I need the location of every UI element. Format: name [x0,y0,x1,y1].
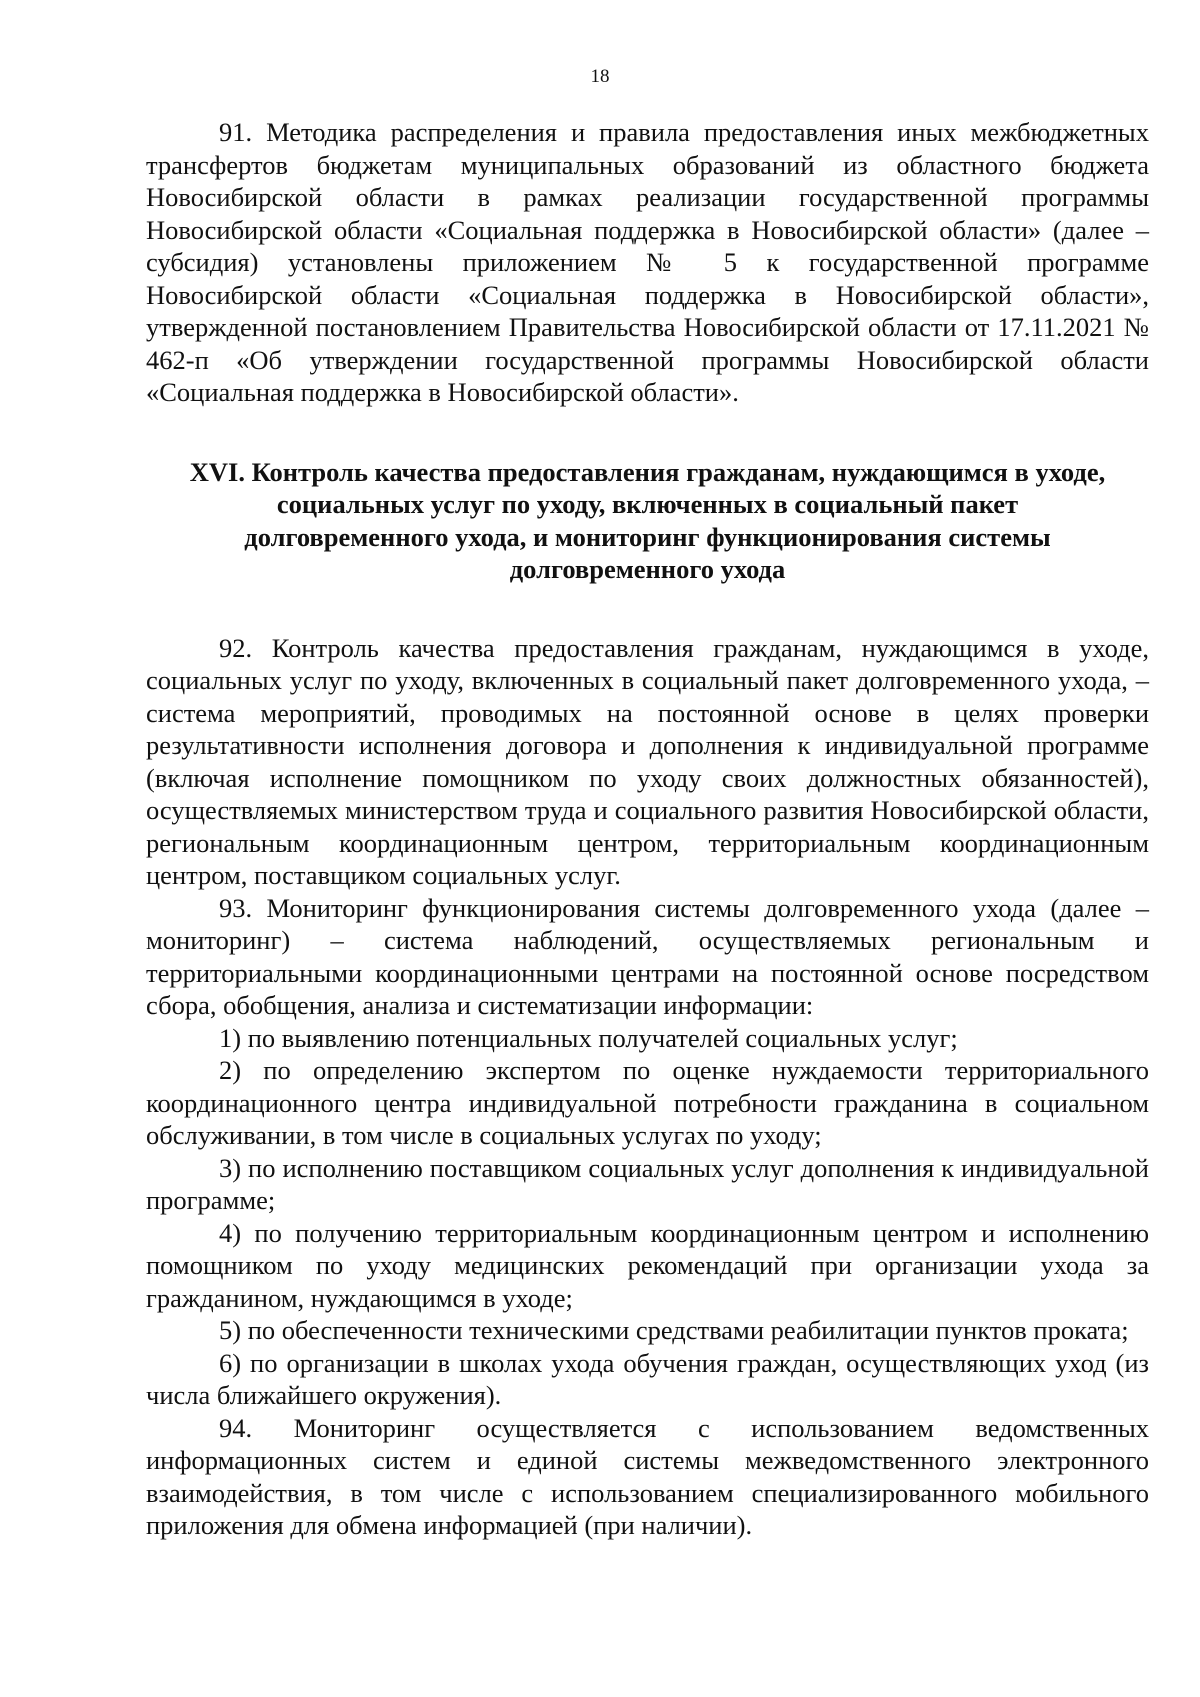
list-item-1: 1) по выявлению потенциальных получателей социальных услуг; [219,1022,958,1053]
list-item-4: 4) по получению территориальным координационным центром и исполнению помощником по уходу медицинских рекомендаций при организации ухода за гражданином, нуждающимся в уходе; [146,1217,1149,1313]
paragraph-92: 92. Контроль качества предоставления гражданам, нуждающимся в уходе, социальных услуг по уходу, включенных в социальный пакет долговременного ухода, – система мероприятий, проводимых на постоянной основе в целях проверки результативности исполнения договора и дополнения к индивидуальной программе (включая исполнение помощником по уходу своих должностных обязанностей), осуществляемых министерством труда и социального развития Новосибирской области, региональным координационным центром, территориальным координационным центром, поставщиком социальных услуг. [146,632,1149,890]
section-heading-line: социальных услуг по уходу, включенных в социальный пакет [276,489,1019,519]
list-item-2: 2) по определению экспертом по оценке нуждаемости территориального координационного центра индивидуальной потребности гражданина в социальном обслуживании, в том числе в социальных услугах по уходу; [146,1055,1149,1150]
section-heading [146,456,1149,586]
list-item-6: 6) по организации в школах ухода обучения граждан, осуществляющих уход (из числа ближайшего окружения). [146,1347,1149,1410]
list-item-5: 5) по обеспеченности техническими средствами реабилитации пунктов проката; [219,1315,1129,1345]
section-heading-line: долговременного ухода [509,554,786,584]
document-body [146,116,1149,1542]
page-number: 18 [590,66,610,87]
list-item-3: 3) по исполнению поставщиком социальных услуг дополнения к индивидуальной программе; [146,1152,1149,1215]
paragraph-91: 91. Методика распределения и правила предоставления иных межбюджетных трансфертов бюджетам муниципальных образований из областного бюджета Новосибирской области в рамках реализации государственной программы Новосибирской области «Социальная поддержка в Новосибирской области» (далее – субсидия) установлены приложением № 5 к государственной программе Новосибирской области «Социальная поддержка в Новосибирской области», утвержденной постановлением Правительства Новосибирской области от 17.11.2021 № 462-п «Об утверждении государственной программы Новосибирской области «Социальная поддержка в Новосибирской области». [146,117,1149,407]
section-heading-line: долговременного ухода, и мониторинг функционирования системы [244,521,1051,552]
paragraph-93: 93. Мониторинг функционирования системы долговременного ухода (далее – мониторинг) – система наблюдений, осуществляемых региональным и территориальными координационными центрами на постоянной основе посредством сбора, обобщения, анализа и систематизации информации: [146,892,1149,1020]
paragraph-94: 94. Мониторинг осуществляется с использованием ведомственных информационных систем и единой системы межведомственного электронного взаимодействия, в том числе с использованием специализированного мобильного приложения для обмена информацией (при наличии). [146,1412,1149,1540]
section-heading-line: XVI. Контроль качества предоставления гражданам, нуждающимся в уходе, [189,456,1106,487]
